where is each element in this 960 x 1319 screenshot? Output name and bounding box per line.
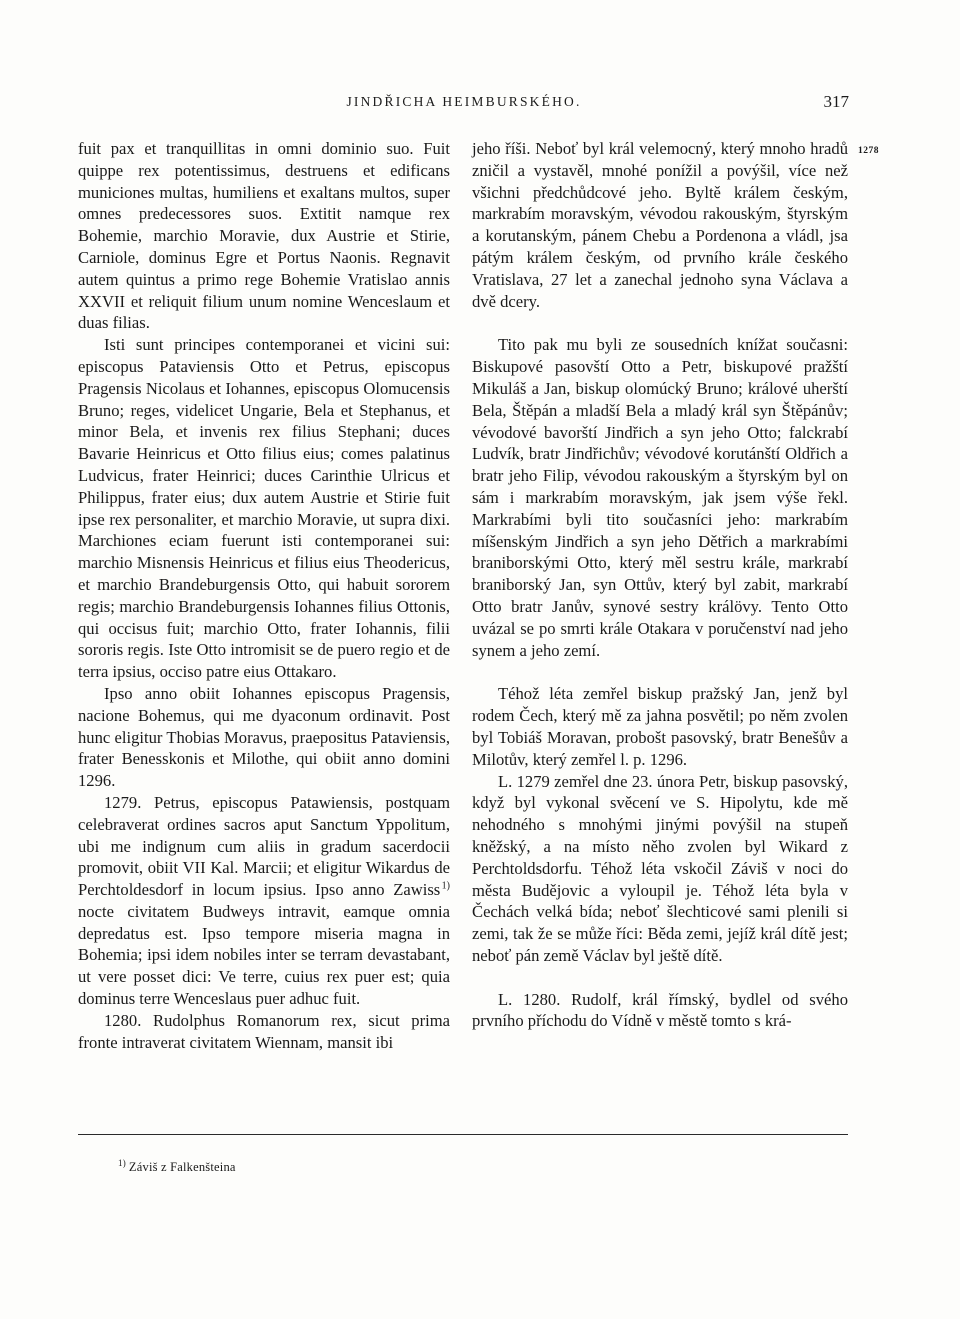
czech-column [472,138,848,1032]
latin-paragraph-3: Ipso anno obiit Iohannes episcopus Pragensis, nacione Bohemus, qui me dyaconum ordinavit. Post hunc eligitur Thobias Moravus, praepositus Pataviensis, frater Benesskonis et Milothe, qui obiit anno domini 1296. [78,683,450,791]
footnote-text: Záviš z Falkenšteina [128,1160,236,1175]
latin-paragraph-4-continuation: nocte civitatem Budweys intravit, eamque omnia depredatus est. Ipso tempore miseria magna in Bohemia; ipsi idem nobiles inter se terram devastabant, ut vere posset dici: Ve terre, cuius rex puer est; quia dominus terre Wenceslaus puer adhuc fuit. [78,901,450,1009]
czech-paragraph-4: L. 1279 zemřel dne 23. února Petr, biskup pasovský, když byl vykonal svěcení ve S. Hipolytu, kde mě nehodného s mnohými jinými povýšil na stupeň kněžský, a na místo něho zvolen byl Wikard z Perchtoldsdorfu. Téhož léta vskočil Záviš v noci do města Budějovic a vyloupil je. Téhož léta byla v Čechách velká bída; neboť šlechticové sami plenili si zemi, tak že se může říci: Běda zemi, jejíž král dítě jest; neboť pán země Václav byl ještě dítě. [472,771,848,965]
czech-paragraph-2: Tito pak mu byli ze sousedních knížat současni: Biskupové pasovští Otto a Petr, biskupové pražští Mikuláš a Jan, biskup olomúcký Bruno; králové uherští Bela, Štěpán a mladší Bela a mladý král syn Štěpánův; vévodové bavorští Jindřich a syn jeho Otto; falckrabí Ludvík, bratr Jindřichův; vévodové korutánští Oldřich a bratr jeho Filip, vévodou rakouským a štyrským byl on sám i markrabím moravským, jak jsem výše řekl. Markrabími byli tito současníci jeho: markrabím míšenským Jindřich a syn jeho Dětřich a markrabími braniborskými Otto, který měl sestru krále, markrabí braniborský Jan, syn Ottův, který byl zabit, markrabí Otto bratr Janův, synové sestry králövy. Tento Otto uvázal se po smrti krále Otakara v poručenství nad jeho synem a jeho zemí. [472,335,848,660]
latin-paragraph-5: 1280. Rudolphus Romanorum rex, sicut prima fronte intraverat civitatem Wiennam, mansit ibi [78,1010,450,1052]
footnote-reference[interactable]: 1) [441,880,450,892]
czech-paragraph-5: L. 1280. Rudolf, král římský, bydlel od svého prvního příchodu do Vídně v městě tomto s krá- [472,989,848,1031]
footnote [118,1158,236,1175]
czech-paragraph-1: jeho říši. Neboť byl král velemocný, který mnoho hradů zničil a vystavěl, mnohé ponížil a povýšil, více než všichni předchůdcové jeho. Byltě králem českým, markrabím moravským, vévodou rakouským, štyrským a korutanským, pánem Chebu a Pordenona a vládl, jsa pátým králem českým, od prvního krále českého Vratislava, 27 let a zanechal jednoho syna Václava a dvě dcery. [472,139,848,311]
latin-paragraph-2: Isti sunt principes contemporanei et vicini sui: episcopus Pataviensis Otto et Petrus, episcopus Pragensis Nicolaus et Iohannes, episcopus Olomucensis Bruno; reges, videlicet Ungarie, Bela et Stephanus, et minor Bela, et invenis rex filius Stephani; duces Bavarie Heinricus et Otto filius eius; comes palatinus Ludvicus, frater Heinrici; duces Carinthie Ulricus et Philippus, frater eius; dux autem Austrie et Stirie fuit ipse rex personaliter, et marchio Moravie, ut supra dixi. Marchiones eciam fuerunt isti contemporanei sui: marchio Misnensis Heinricus et filius eius Theodericus, et marchio Brandeburgensis Otto, qui habuit sororem regis; marchio Brandeburgensis Iohannes filius Ottonis, qui occisus fuit; marchio Otto, frater Iohannis, filii sororis regis. Iste Otto intromisit se de puero regio et de terra ipsius, occiso patre eius Ottakaro. [78,335,450,682]
footnote-divider [78,1134,848,1135]
margin-year-note: 1278 [858,146,879,156]
latin-paragraph-1: fuit pax et tranquillitas in omni dominio suo. Fuit quippe rex potentissimus, destruens et edificans municiones multas, humiliens et exaltans multos, super omnes predecessores suos. Extitit namque rex Bohemie, marchio Moravie, dux Austrie et Stirie, Carniole, dominus Egre et Portus Naonis. Regnavit autem quintus a primo rege Bohemie Vratislao annis XXVII et reliquit filium unum nomine Wenceslaum et duas filias. [78,139,450,333]
czech-paragraph-3: Téhož léta zemřel biskup pražský Jan, jenž byl rodem Čech, který mě za jahna posvětil; po něm zvolen byl Tobiáš Moravan, probošt pasovský, bratr Benešův a Milotův, který zemřel l. p. 1296. [472,684,848,769]
latin-column [78,138,450,1053]
footnote-mark: 1) [118,1158,126,1168]
latin-paragraph-4-text: 1279. Petrus, episcopus Patawiensis, postquam celebraverat ordines sacros aput Sanctum Yppolitum, ubi me indignum cum aliis in gradum sacerdocii promovit, obiit VII Kal. Marcii; et eligitur Wikardus de Perchtoldesdorf in locum ipsius. Ipso anno Zawiss [78,792,450,900]
latin-paragraph-4 [78,792,450,1010]
running-title: JINDŘICHA HEIMBURSKÉHO. [346,94,582,109]
page-number: 317 [823,92,849,111]
